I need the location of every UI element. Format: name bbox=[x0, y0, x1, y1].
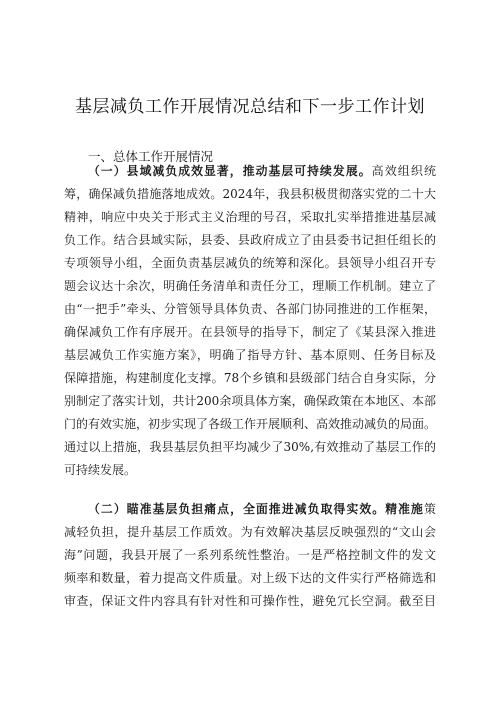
paragraph-2-line-text: 策 bbox=[423, 502, 436, 516]
paragraph-1-line-text: 高效组织统 bbox=[371, 164, 436, 178]
paragraph-1-line: 确保减负工作有序展开。在县领导的指导下，制定了《某县深入推进 bbox=[64, 325, 436, 339]
paragraph-2-line: 审查，保证文件内容具有针对性和可操作性，避免冗长空洞。截至目 bbox=[64, 594, 436, 608]
paragraph-1-line: 筹，确保减负措施落地成效。2024年，我县积极贯彻落实党的二十大 bbox=[64, 187, 436, 201]
paragraph-1 bbox=[64, 160, 436, 482]
paragraph-1-lead: （一）县域减负成效显著，推动基层可持续发展。 bbox=[88, 164, 372, 178]
paragraph-1-line: 基层减负工作实施方案》，明确了指导方针、基本原则、任务目标及 bbox=[64, 348, 436, 362]
paragraph-1-line: 保障措施，构建制度化支撑。78个乡镇和县级部门结合自身实际，分 bbox=[64, 371, 436, 385]
paragraph-2-line: 海”问题，我县开展了一系列系统性整治。一是严格控制文件的发文 bbox=[64, 548, 436, 562]
paragraph-2 bbox=[64, 498, 436, 613]
paragraph-1-line: 精神，响应中央关于形式主义治理的号召，采取扎实举措推进基层减 bbox=[64, 210, 436, 224]
paragraph-1-line: 可持续发展。 bbox=[64, 463, 137, 477]
section-heading: 一、总体工作开展情况 bbox=[88, 149, 214, 164]
paragraph-1-line bbox=[64, 160, 436, 183]
paragraph-1-line: 别制定了落实计划，共计200余项具体方案，确保政策在本地区、本部 bbox=[64, 394, 436, 408]
paragraph-2-line: 减轻负担，提升基层工作质效。为有效解决基层反映强烈的“文山会 bbox=[64, 525, 436, 539]
paragraph-2-line: 频率和数量，着力提高文件质量。对上级下达的文件实行严格筛选和 bbox=[64, 571, 436, 585]
paragraph-1-line: 负工作。结合县域实际，县委、县政府成立了由县委书记担任组长的 bbox=[64, 233, 436, 247]
document-title: 基层减负工作开展情况总结和下一步工作计划 bbox=[75, 97, 425, 117]
paragraph-2-line bbox=[64, 498, 436, 521]
paragraph-1-line: 通过以上措施，我县基层负担平均减少了30%,有效推动了基层工作的 bbox=[64, 440, 436, 454]
paragraph-1-line: 由“一把手”牵头、分管领导具体负责、各部门协同推进的工作框架， bbox=[64, 302, 436, 316]
paragraph-1-line: 专项领导小组，全面负责基层减负的统筹和深化。县领导小组召开专 bbox=[64, 256, 436, 270]
paragraph-2-lead: （二）瞄准基层负担痛点，全面推进减负取得实效。精准施 bbox=[88, 502, 424, 516]
paragraph-1-line: 题会议达十余次，明确任务清单和责任分工，理顺工作机制。建立了 bbox=[64, 279, 436, 293]
paragraph-1-line: 门的有效实施，初步实现了各级工作开展顺利、高效推动减负的局面。 bbox=[64, 417, 436, 431]
